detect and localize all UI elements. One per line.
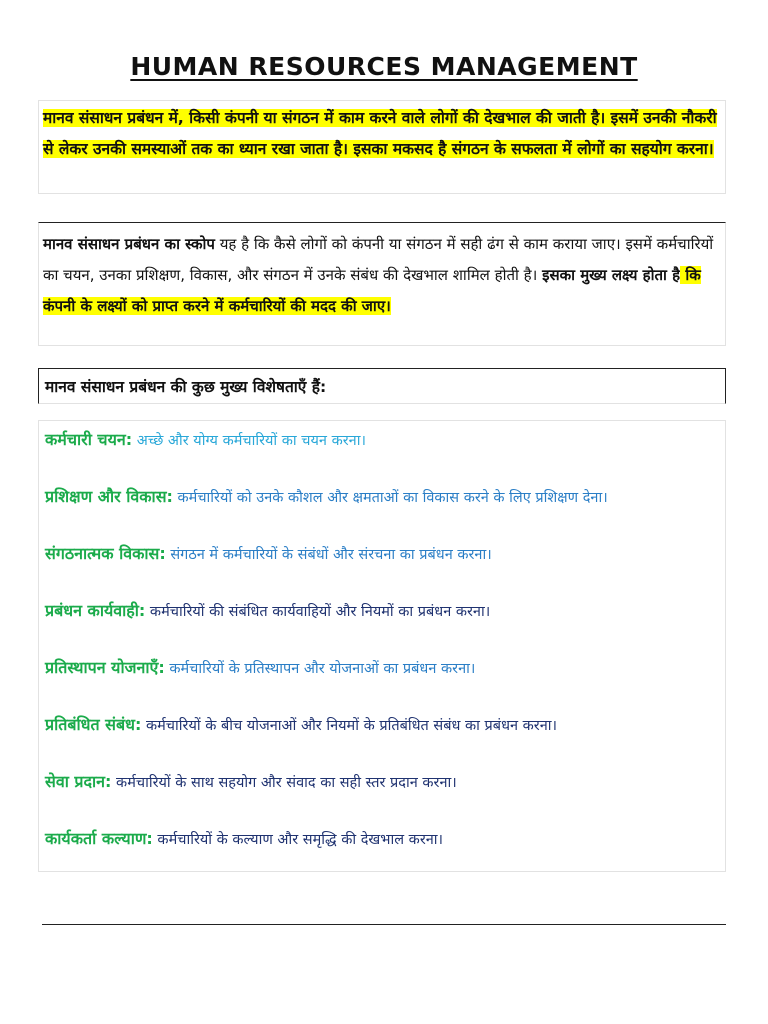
feature-item (45, 767, 719, 798)
feature-desc: कर्मचारियों की संबंधित कार्यवाहियों और नियमों का प्रबंधन करना। (145, 604, 491, 620)
feature-desc: कर्मचारियों के कल्याण और समृद्धि की देखभाल करना। (152, 832, 444, 848)
feature-desc: कर्मचारियों को उनके कौशल और क्षमताओं का विकास करने के लिए प्रशिक्षण देना। (172, 490, 608, 506)
feature-label: कार्यकर्ता कल्याण: (45, 829, 153, 848)
scope-box (38, 222, 726, 346)
feature-item (45, 539, 719, 570)
feature-desc: कर्मचारियों के साथ सहयोग और संवाद का सही स्तर प्रदान करना। (111, 775, 457, 791)
feature-label: प्रशिक्षण और विकास: (45, 487, 173, 506)
feature-label: प्रतिस्थापन योजनाएँ: (45, 658, 165, 677)
feature-label: कर्मचारी चयन: (45, 430, 133, 449)
bottom-rule (42, 924, 726, 925)
feature-item (45, 482, 719, 513)
feature-desc: अच्छे और योग्य कर्मचारियों का चयन करना। (132, 433, 366, 449)
scope-term: मानव संसाधन प्रबंधन का स्कोप (43, 235, 215, 253)
document-title: HUMAN RESOURCES MANAGEMENT (130, 52, 638, 81)
feature-label: सेवा प्रदान: (45, 772, 112, 791)
feature-label: संगठनात्मक विकास: (45, 544, 166, 563)
intro-box (38, 100, 726, 194)
feature-item (45, 653, 719, 684)
feature-desc: कर्मचारियों के बीच योजनाओं और नियमों के प्रतिबंधित संबंध का प्रबंधन करना। (141, 718, 558, 734)
feature-label: प्रतिबंधित संबंध: (45, 715, 142, 734)
feature-desc: संगठन में कर्मचारियों के संबंधों और संरचना का प्रबंधन करना। (165, 547, 492, 563)
feature-item (45, 824, 719, 855)
scope-text: यह है कि कैसे लोगों को कंपनी या संगठन में सही ढंग से काम कराया जाए। इसमें कर्मचारियों का चयन, उनका प्रशिक्षण, विकास, और संगठन में उनके संबंध की देखभाल शामिल होती है। (43, 235, 714, 284)
feature-desc: कर्मचारियों के प्रतिस्थापन और योजनाओं का प्रबंधन करना। (164, 661, 476, 677)
feature-item (45, 425, 719, 456)
intro-text: मानव संसाधन प्रबंधन में, किसी कंपनी या संगठन में काम करने वाले लोगों की देखभाल की जाती है। इसमें उनकी नौकरी से लेकर उनकी समस्याओं तक का ध्यान रखा जाता है। इसका मकसद है संगठन के सफलता में लोगों का सहयोग करना। (43, 109, 717, 158)
feature-label: प्रबंधन कार्यवाही: (45, 601, 146, 620)
features-heading: मानव संसाधन प्रबंधन की कुछ मुख्य विशेषताएँ हैं: (38, 368, 726, 404)
scope-goal-lead: इसका मुख्य लक्ष्य होता है (542, 266, 681, 284)
feature-item (45, 596, 719, 627)
features-list (38, 420, 726, 872)
scope-goal-highlight: कि कंपनी के लक्ष्यों को प्राप्त करने में कर्मचारियों की मदद की जाए। (43, 266, 701, 315)
feature-item (45, 710, 719, 741)
